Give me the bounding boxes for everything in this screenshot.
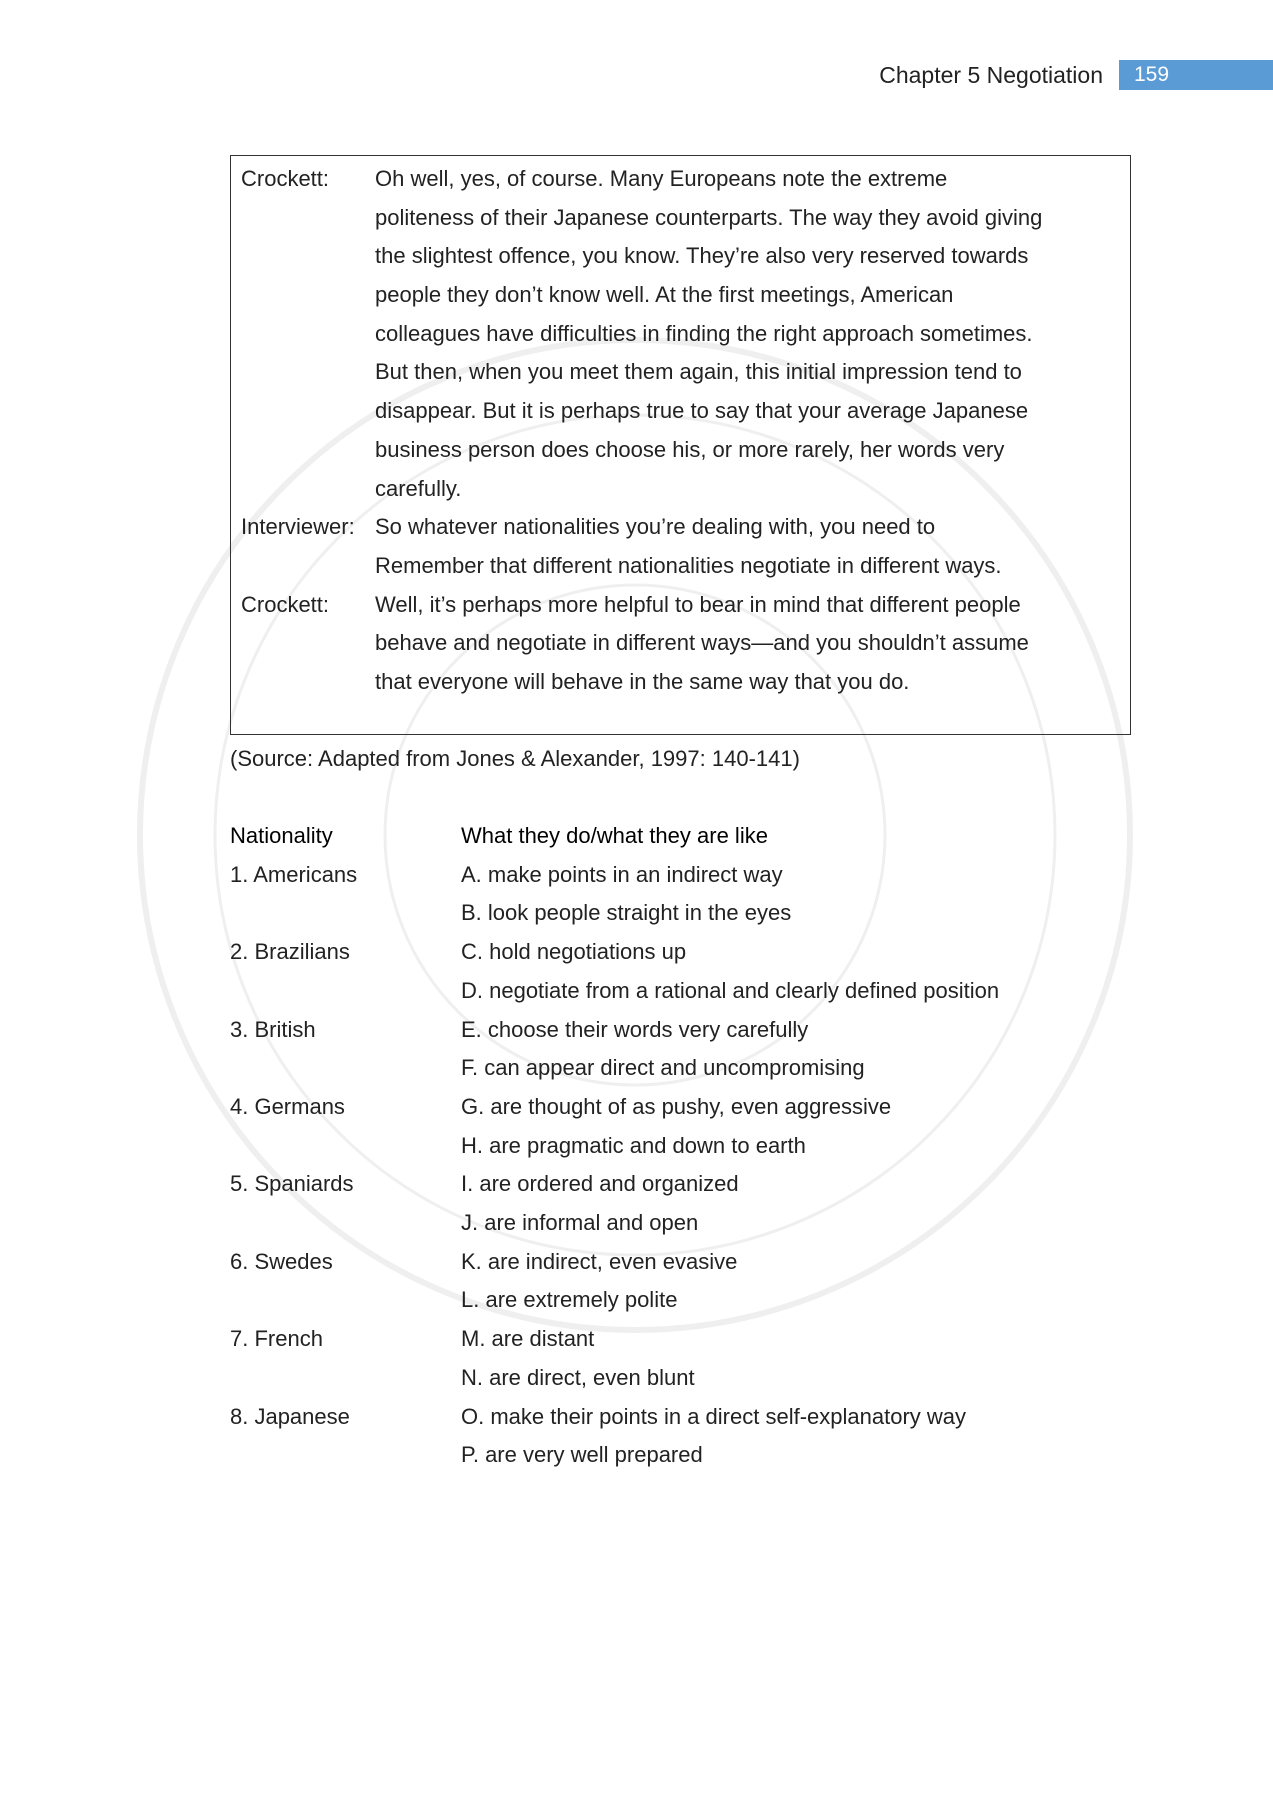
speech-text [375, 586, 1029, 702]
column-header-description: What they do/what they are like [461, 823, 768, 848]
description-item: D. negotiate from a rational and clearly defined position [461, 977, 1000, 1003]
nationality-item: 5. Spaniards [230, 1171, 354, 1197]
speech-line: people they don’t know well. At the first meetings, American [375, 282, 954, 308]
description-item: M. are distant [461, 1326, 595, 1352]
speech-line: Remember that different nationalities negotiate in different ways. [375, 552, 1002, 578]
speaker-label: Interviewer: [241, 514, 355, 540]
nationality-item: 6. Swedes [230, 1248, 333, 1274]
nationality-item: 8. Japanese [230, 1403, 350, 1429]
nationality-item: 2. Brazilians [230, 939, 350, 965]
description-item: P. are very well prepared [461, 1442, 703, 1468]
nationality-item: 3. British [230, 1016, 316, 1042]
description-item: I. are ordered and organized [461, 1171, 739, 1197]
speech-line: Oh well, yes, of course. Many Europeans note the extreme [375, 166, 948, 191]
speech-line: Well, it’s perhaps more helpful to bear in mind that different people [375, 591, 1021, 617]
nationality-item: 1. Americans [230, 861, 358, 887]
speech-line: So whatever nationalities you’re dealing with, you need to [375, 514, 936, 540]
description-item: E. choose their words very carefully [461, 1016, 809, 1042]
nationality-item: 7. French [230, 1326, 323, 1352]
description-item: A. make points in an indirect way [461, 861, 783, 887]
speech-line: that everyone will behave in the same way that you do. [375, 669, 910, 695]
description-item: J. are informal and open [461, 1210, 699, 1235]
description-item: B. look people straight in the eyes [461, 900, 792, 926]
speech-line: But then, when you meet them again, this initial impression tend to [375, 359, 1022, 385]
speech-line: business person does choose his, or more rarely, her words very [375, 436, 1005, 462]
description-item: H. are pragmatic and down to earth [461, 1132, 806, 1158]
speech-line: politeness of their Japanese counterparts. The way they avoid giving [375, 204, 1043, 230]
description-item: N. are direct, even blunt [461, 1364, 695, 1390]
description-item: F. can appear direct and uncompromising [461, 1055, 865, 1081]
page-number: 159 [1119, 60, 1273, 90]
description-item: G. are thought of as pushy, even aggressive [461, 1093, 892, 1119]
speech-line: colleagues have difficulties in finding the right approach sometimes. [375, 320, 1033, 346]
speech-text [375, 508, 1002, 585]
nationality-item: 4. Germans [230, 1093, 345, 1119]
description-item: K. are indirect, even evasive [461, 1248, 738, 1274]
speech-line: carefully. [375, 475, 462, 501]
description-item: L. are extremely polite [461, 1287, 678, 1313]
dialogue-box [230, 155, 1131, 735]
speech-line: the slightest offence, you know. They’re also very reserved towards [375, 243, 1029, 269]
speech-text [375, 160, 1042, 508]
speech-line: behave and negotiate in different ways—and you shouldn’t assume [375, 630, 1029, 656]
speech-line: disappear. But it is perhaps true to say that your average Japanese [375, 398, 1029, 424]
speaker-label: Crockett: [241, 591, 330, 617]
speaker-label: Crockett: [241, 166, 330, 191]
source-citation: (Source: Adapted from Jones & Alexander, 1997: 140-141) [230, 746, 800, 771]
description-item: O. make their points in a direct self-explanatory way [461, 1403, 967, 1429]
description-item: C. hold negotiations up [461, 939, 687, 965]
chapter-title: Chapter 5 Negotiation [879, 62, 1103, 88]
column-header-nationality: Nationality [230, 823, 333, 848]
